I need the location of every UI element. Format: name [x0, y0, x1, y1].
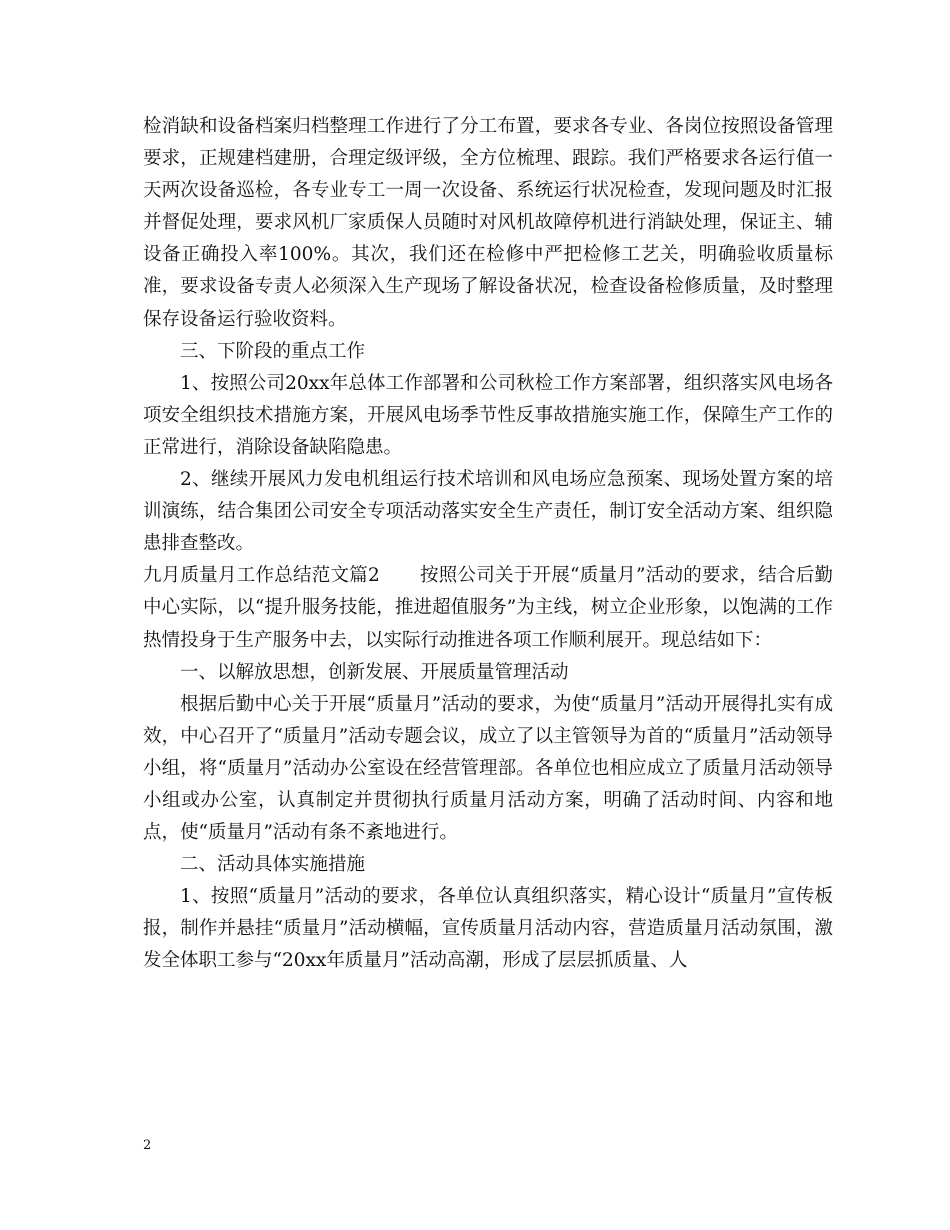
paragraph-item-1: 1、按照公司20xx年总体工作部署和公司秋检工作方案部署，组织落实风电场各项安全组织技术措施方案，开展风电场季节性反事故措施实施工作，保障生产工作的正常进行，消除设备缺陷隐患。 — [143, 372, 833, 458]
paragraph-maintenance: 检消缺和设备档案归档整理工作进行了分工布置，要求各专业、各岗位按照设备管理要求，正规建档建册，合理定级评级，全方位梳理、跟踪。我们严格要求各运行值一天两次设备巡检，各专业专工一周一次设备、系统运行状况检查，发现问题及时汇报并督促处理，要求风机厂家质保人员随时对风机故障停机进行消缺处理，保证主、辅设备正确投入率100%。其次，我们还在检修中严把检修工艺关，明确验收质量标准，要求设备专责人必须深入生产现场了解设备状况，检查设备检修质量，及时整理保存设备运行验收资料。 — [143, 116, 833, 330]
paragraph-item-2: 2、继续开展风力发电机组运行技术培训和风电场应急预案、现场处置方案的培训演练，结合集团公司安全专项活动落实安全生产责任，制订安全活动方案、组织隐患排查整改。 — [143, 469, 833, 555]
article-2-intro: 按照公司关于开展“质量月”活动的要求，结合后勤中心实际，以“提升服务技能，推进超值服务”为主线，树立企业形象，以饱满的工作热情投身于生产服务中去，以实际行动推进各项工作顺利展开。现总结如下： — [143, 565, 833, 651]
article-2-start — [143, 560, 833, 656]
article-2-title: 九月质量月工作总结范文篇2 — [143, 565, 380, 587]
heading-quality-management: 一、以解放思想，创新发展、开展质量管理活动 — [180, 661, 569, 683]
document-body — [143, 111, 833, 978]
page-number: 2 — [143, 1138, 152, 1153]
paragraph-measure-1: 1、按照“质量月”活动的要求，各单位认真组织落实，精心设计“质量月”宣传板报，制作并悬挂“质量月”活动横幅，宣传质量月活动内容，营造质量月活动氛围，激发全体职工参与“20xx年质量月”活动高潮，形成了层层抓质量、人 — [143, 886, 833, 972]
heading-implementation-measures: 二、活动具体实施措施 — [180, 854, 366, 876]
paragraph-quality-month-organization: 根据后勤中心关于开展“质量月”活动的要求，为使“质量月”活动开展得扎实有成效，中心召开了“质量月”活动专题会议，成立了以主管领导为首的“质量月”活动领导小组，将“质量月”活动办公室设在经营管理部。各单位也相应成立了质量月活动领导小组或办公室，认真制定并贯彻执行质量月活动方案，明确了活动时间、内容和地点，使“质量月”活动有条不紊地进行。 — [143, 693, 833, 844]
heading-next-stage-work: 三、下阶段的重点工作 — [180, 340, 366, 362]
